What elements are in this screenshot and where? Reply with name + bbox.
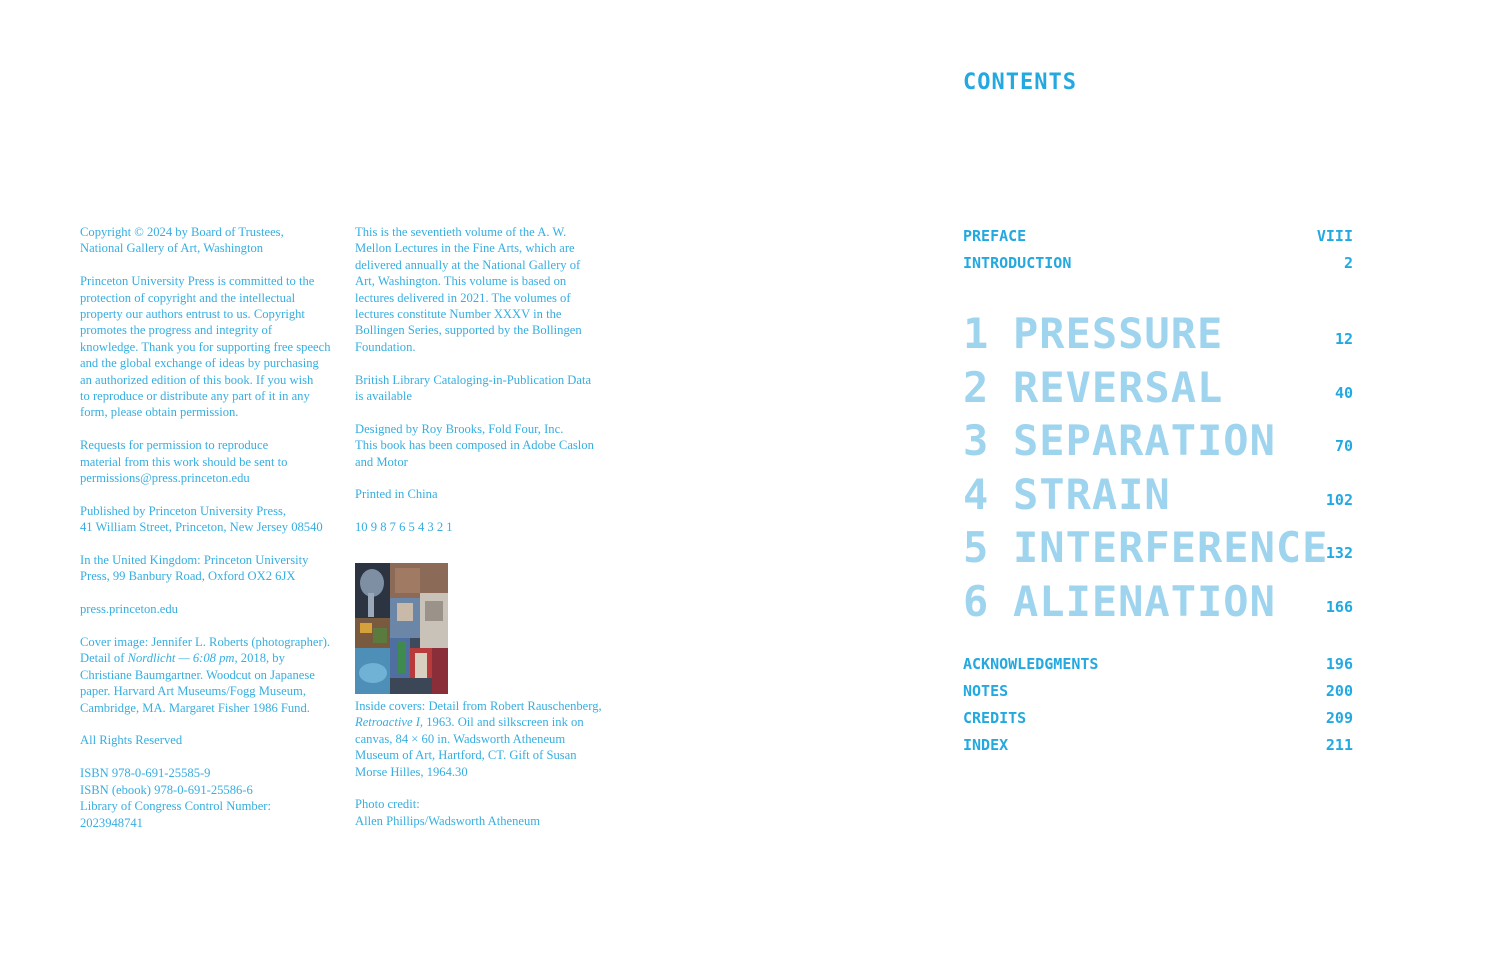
toc-entry-notes[interactable] (963, 678, 1353, 705)
chapter-number: 1 (963, 309, 990, 358)
chapter-number: 6 (963, 576, 990, 626)
series-column (355, 224, 610, 552)
series-statement: This is the seventieth volume of the A. W. Mellon Lectures in the Fine Arts, which are delivered annually at the National Gallery of Art, Washington. This volume is based on lectures delivered in 2021. The volumes of lectures constitute Number XXXV in the Bollingen Series, supported by the Bollingen Foundation. (355, 225, 582, 354)
toc-chapter-6[interactable] (963, 576, 1353, 630)
toc-label: CREDITS (963, 709, 1027, 727)
chapter-title: PRESSURE (1013, 309, 1224, 358)
toc-chapter-5[interactable] (963, 522, 1353, 576)
inside-covers-credit: Inside covers: Detail from Robert Rauschenberg, Retroactive I, 1963. Oil and silkscreen ink on canvas, 84 × 60 in. Wadsworth Atheneum Museum of Art, Hartford, CT. Gift of Susan Morse Hilles, 1964.30 (355, 699, 602, 779)
chapter-title: SEPARATION (1013, 416, 1276, 466)
credits-block (355, 698, 615, 846)
chapter-number: 5 (963, 523, 990, 573)
toc-label: INDEX (963, 736, 1009, 754)
toc-back-matter (963, 651, 1353, 759)
chapter-title: INTERFERENCE (1013, 523, 1329, 573)
permissions-info: Requests for permission to reproduce material from this work should be sent to permissions@press.princeton.edu (80, 438, 288, 486)
cip-data: British Library Cataloging-in-Publication Data is available (355, 372, 592, 404)
chapter-page: 102 (1325, 490, 1353, 509)
chapter-number: 4 (963, 469, 990, 519)
chapter-title: STRAIN (1013, 469, 1171, 519)
chapter-number: 2 (963, 362, 990, 412)
rauschenberg-artwork-thumbnail (355, 563, 448, 694)
toc-page: 2 (1343, 254, 1353, 272)
isbn-info: ISBN 978-0-691-25585-9 ISBN (ebook) 978-0-691-25586-6 Library of Congress Control Number: 2023948741 (80, 766, 271, 830)
toc-entry-introduction[interactable] (963, 250, 1353, 277)
toc-front-matter (963, 223, 1353, 277)
publisher-address: Published by Princeton University Press, 41 William Street, Princeton, New Jersey 08540 (80, 503, 323, 535)
toc-label: ACKNOWLEDGMENTS (963, 655, 1099, 673)
toc-page: 200 (1325, 682, 1353, 700)
publisher-website: press.princeton.edu (80, 602, 178, 617)
toc-page: 196 (1325, 655, 1353, 673)
toc-label: NOTES (963, 682, 1009, 700)
toc-page: VIII (1316, 227, 1353, 245)
toc-chapter-1[interactable] (963, 308, 1353, 362)
chapter-title: REVERSAL (1013, 362, 1224, 412)
toc-label: INTRODUCTION (963, 254, 1072, 272)
chapter-title: ALIENATION (1013, 576, 1276, 626)
toc-page: 209 (1325, 709, 1353, 727)
chapter-page: 40 (1334, 383, 1353, 402)
photo-credit: Photo credit: Allen Phillips/Wadsworth Atheneum (355, 797, 541, 828)
cover-credit: Cover image: Jennifer L. Roberts (photographer). Detail of Nordlicht — 6:08 pm, 2018, by Christiane Baumgartner. Woodcut on Japanese paper. Harvard Art Museums/Fogg Museum, Cambridge, MA. Margaret Fisher 1986 Fund. (80, 635, 331, 715)
contents-title: CONTENTS (963, 70, 1077, 95)
toc-chapters (963, 308, 1353, 630)
chapter-page: 12 (1334, 330, 1353, 348)
toc-chapter-2[interactable] (963, 362, 1353, 416)
toc-entry-preface[interactable] (963, 223, 1353, 250)
printing-line: 10 9 8 7 6 5 4 3 2 1 (355, 520, 453, 535)
chapter-page: 166 (1325, 597, 1353, 616)
chapter-number: 3 (963, 416, 990, 466)
chapter-page: 70 (1334, 437, 1353, 456)
toc-entry-acknowledgments[interactable] (963, 651, 1353, 678)
toc-page: 211 (1325, 736, 1353, 754)
toc-label: PREFACE (963, 227, 1027, 245)
copyright-column (80, 224, 340, 847)
copyright-notice: Copyright © 2024 by Board of Trustees, National Gallery of Art, Washington (80, 225, 284, 256)
design-credit: Designed by Roy Brooks, Fold Four, Inc. This book has been composed in Adobe Caslon and Motor (355, 421, 594, 469)
uk-address: In the United Kingdom: Princeton University Press, 99 Banbury Road, Oxford OX2 6JX (80, 553, 309, 584)
toc-chapter-4[interactable] (963, 469, 1353, 523)
printed-in: Printed in China (355, 487, 438, 502)
toc-entry-credits[interactable] (963, 705, 1353, 732)
copyright-statement: Princeton University Press is committed to the protection of copyright and the intellectual property our authors entrust to us. Copyright promotes the progress and integrity of knowledge. Thank you for supporting free speech and the global exchange of ideas by purchasing an authorized edition of this book. If you wish to reproduce or distribute any part of it in any form, please obtain permission. (80, 274, 331, 420)
toc-entry-index[interactable] (963, 732, 1353, 759)
rights-reserved: All Rights Reserved (80, 733, 183, 748)
chapter-page: 132 (1325, 544, 1353, 563)
toc-chapter-3[interactable] (963, 415, 1353, 469)
